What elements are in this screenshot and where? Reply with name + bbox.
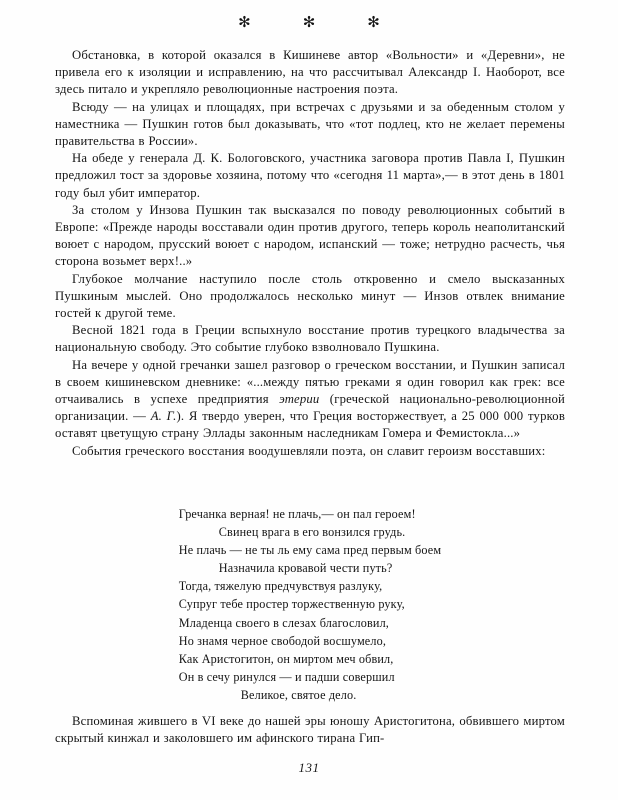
poem-line: Но знамя черное свободой восшумело, — [178, 633, 387, 648]
poem-line: Он в сечу ринулся — и падши совершил — [178, 669, 395, 684]
paragraph: Весной 1821 года в Греции вспыхнуло восстание против турецкого владычества за национальную свободу. Это событие глубоко взволновало Пушкина. — [55, 323, 565, 355]
poem-block — [55, 505, 565, 704]
poem-line: Тогда, тяжелую предчувствуя разлуку, — [178, 579, 383, 594]
diary-tail: турков оставят цветущую страну Эллады законным наследникам Гомера и Фемистокла...» — [55, 409, 566, 441]
diary-lead: На вечере у одной гречанки зашел разговор о греческом восстании, и Пушкин записал в своем кишиневском дневнике: «...между пятью греками я один говорил как грек: все отчаивались в успехе предприятия — [55, 357, 565, 407]
poem-line: Супруг тебе простер торжественную руку, — [178, 597, 405, 612]
paragraph: Вспоминая жившего в VI веке до нашей эры юношу Аристогитона, обвившего миртом скрытый кинжал и заколовшего им афинского тирана Гип- — [55, 714, 565, 746]
poem-line: Младенца своего в слезах благословил, — [178, 615, 390, 630]
closing-text — [55, 713, 565, 747]
poem-intro-paragraph: События греческого восстания воодушевляли поэта, он славит героизм восставших: — [72, 443, 546, 458]
paragraph: Всюду — на улицах и площадях, при встречах с друзьями и за обеденным столом у наместника — Пушкин готов был доказывать, что «тот подлец, кто не желает перемены правительства в России». — [55, 99, 565, 149]
paragraph: Обстановка, в которой оказался в Кишиневе автор «Вольности» и «Деревни», не привела его к изоляции и исправлению, на что рассчитывал Александр I. Наоборот, все здесь питало и укрепляло революционные настроения поэта. — [55, 48, 565, 97]
asterisk-icon: ✻ — [367, 14, 380, 31]
term-eteria: этерии — [279, 392, 320, 407]
diary-middle: (греческой национально-революционной организации. — [55, 392, 566, 424]
page-number: 131 — [298, 760, 320, 775]
em-dash: — — [128, 409, 151, 424]
turk-population-number: 25 000 000 — [461, 409, 524, 424]
body-text — [55, 47, 565, 460]
diary-after-initials: ). Я твердо уверен, что Греция восторжествует, а — [176, 409, 462, 424]
poem-line: Гречанка верная! не плачь,— он пал героем! — [178, 507, 416, 521]
asterisk-icon: ✻ — [238, 14, 251, 31]
poem-line: Как Аристогитон, он миртом меч обвил, — [178, 651, 394, 666]
poem-lines — [179, 505, 441, 704]
paragraph: На обеде у генерала Д. К. Бологовского, участника заговора против Павла I, Пушкин предложил тост за здоровье хозяина, потому что «сегодня 11 марта»,— в этот день в 1801 году был убит император. — [55, 151, 565, 200]
poem-line: Великое, святое дело. — [240, 687, 357, 702]
poem-line: Свинец врага в его вонзился грудь. — [218, 525, 406, 540]
poem-line: Назначила кровавой чести путь? — [218, 561, 393, 576]
paragraph: За столом у Инзова Пушкин так высказался по поводу революционных событий в Европе: «Прежде народы восставали один против другого, теперь король неаполитанский воюет с народом, прусский воюет с народом, испанский — тоже; нетрудно расчесть, чья сторона возьмет верх!..» — [55, 202, 565, 269]
author-initials: А. Г. — [150, 409, 177, 424]
diary-quote-paragraph — [55, 357, 565, 443]
asterisk-separator — [0, 0, 618, 34]
asterisk-icon: ✻ — [302, 14, 316, 31]
paragraph: Глубокое молчание наступило после столь откровенно и смело высказанных Пушкиным мыслей. Оно продолжалось несколько минут — Инзов отвлек внимание гостей к другой теме. — [55, 271, 565, 321]
poem-line: Не плачь — не ты ль ему сама пред первым боем — [178, 543, 442, 558]
